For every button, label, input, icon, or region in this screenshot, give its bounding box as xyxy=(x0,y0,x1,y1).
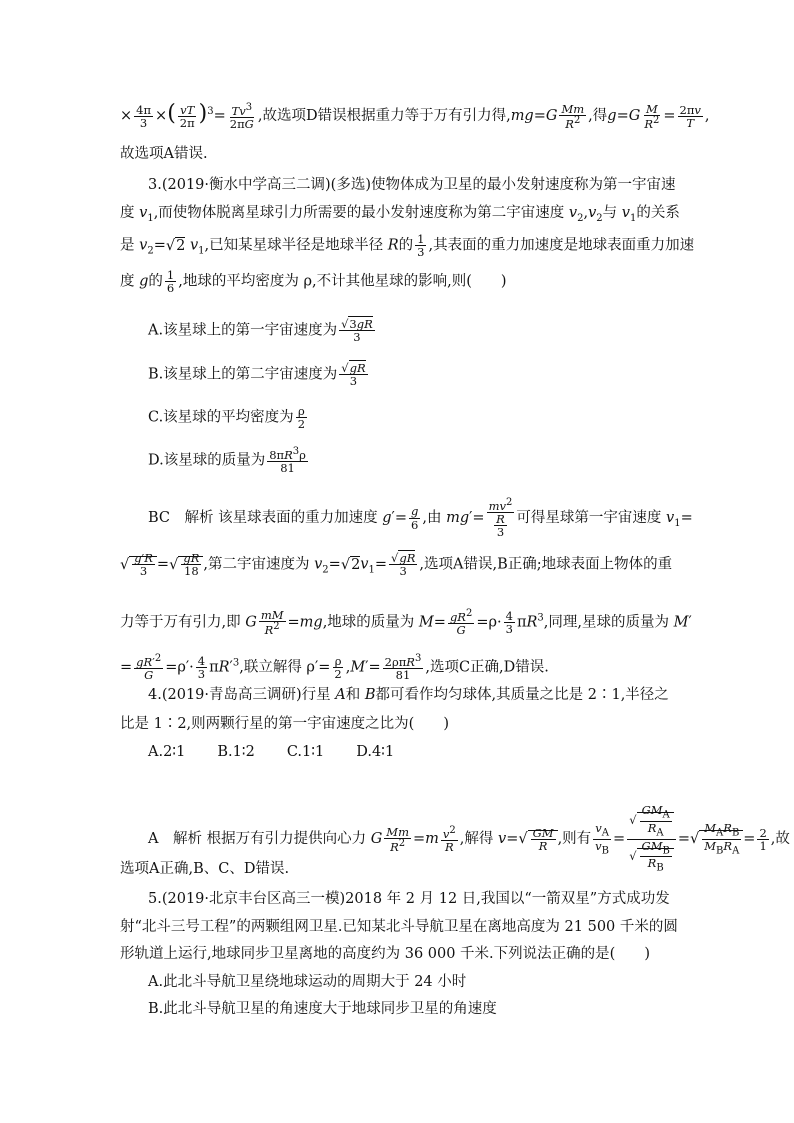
question-3-line-4: 度 g的 $\frac{1}{6}$ ,地球的平均密度为 ρ,不计其他星球的影响,则( ) xyxy=(120,268,507,296)
option-3b: B.该星球上的第二宇宙速度为 √ $\frac{gR}{3}$ xyxy=(148,362,370,387)
option-4a: A.2∶1 xyxy=(148,744,186,760)
option-3c: C.该星球的平均密度为 $\frac{\rho}{2}$ xyxy=(148,404,306,432)
question-3-line-2: 度 $v_1$,而使物体脱离星球引力所需要的最小发射速度称为第二宇宙速度 $v_2,v_2$与 $v_1$的关系 xyxy=(120,205,680,224)
question-4-line-1: 4.(2019·青岛高三调研)行星 A和 B都可看作均匀球体,其质量之比是 2∶1,半径之 xyxy=(148,687,669,703)
option-4b: B.1∶2 xyxy=(217,744,255,760)
text-line-1 xyxy=(120,103,710,130)
answer-4-line-2: 选项A正确,B、C、D错误. xyxy=(120,861,290,877)
answer-3-line-1: BC 解析 该星球表面的重力加速度 g′= $\frac{g}{6}$ ,由 mg′= $\frac{mv^2}{\frac{R}{3}}$ 可得星球第一宇宙速度 $v_1=$ xyxy=(148,497,693,539)
option-3d: D.该星球的质量为 $\frac{8\pi R^3\rho}{81}$ xyxy=(148,446,306,475)
option-3a: A.该星球上的第一宇宙速度为 √ $\frac{3gR}{3}$ xyxy=(148,318,377,343)
question-3-line-3: 是 $v_2=√$ 2 $v_1$,已知某星球半径是地球半径 R的 $\frac{1}{3}$ ,其表面的重力加速度是地球表面重力加速 xyxy=(120,233,694,258)
option-4c: C.1∶1 xyxy=(286,744,325,760)
answer-3-line-3: 力等于万有引力,即 G $\frac{mM}{R^2}$ =mg,地球的质量为 M= $\frac{gR^2}{G}$ =ρ· $\frac{4}{3}$ $\pi R^3$,同理,星球的质量为 M′ xyxy=(120,608,692,637)
answer-3-line-2: √ $\frac{g'R}{3}$ =√ $\frac{gR}{18}$ ,第二宇宙速度为 $v_2=√$ $2v_1=$ √ $\frac{gR}{3}$ ,选项A错误,B正确;地球表面上物体的重 xyxy=(120,552,672,577)
question-5-line-1: 5.(2019·北京丰台区高三一模)2018 年 2 月 12 日,我国以“一箭双星”方式成功发 xyxy=(148,891,670,907)
option-4d: D.4∶1 xyxy=(356,744,395,760)
text-line-2: 故选项A错误. xyxy=(120,146,208,162)
answer-4-line-1: A 解析 根据万有引力提供向心力 G $\frac{Mm}{R^2}$ =m $\frac{v^2}{R}$ ,解得 v=√ $\frac{GM}{R}$ ,则有 $\frac{v_A}{v_B}$ = √ $\frac{GM_A}{R_A}$ √ $\frac{GM_B}{R_B}$ =√ $\frac{M_AR_B}{M_BR_A}$ = $\frac{2}{1}$ ,故 xyxy=(148,804,790,874)
options-4 xyxy=(148,745,426,760)
question-3-line-1: 3.(2019·衡水中学高三二调)(多选)使物体成为卫星的最小发射速度称为第一宇宙速 xyxy=(148,177,676,193)
question-5-line-3: 形轨道上运行,地球同步卫星离地的高度约为 36 000 千米.下列说法正确的是( ) xyxy=(120,946,650,962)
option-5a: A.此北斗导航卫星绕地球运动的周期大于 24 小时 xyxy=(148,974,467,990)
option-5b: B.此北斗导航卫星的角速度大于地球同步卫星的角速度 xyxy=(148,1001,497,1017)
question-4-line-2: 比是 1∶2,则两颗行星的第一宇宙速度之比为( ) xyxy=(120,716,449,732)
answer-3-line-4: = $\frac{gR'^2}{G}$ =ρ′· $\frac{4}{3}$ $\pi R'^3$,联立解得 ρ′= $\frac{\rho}{2}$ ,M′= $\frac{2\rho\pi R^3}{81}$ ,选项C正确,D错误. xyxy=(120,653,549,682)
formula-continuation: × $\frac{4\pi}{3}$ ×( $\frac{vT}{2\pi}$ )$^3$= $\frac{Tv^3}{2\pi G}$ ,故选项D错误根据重力等于万有引力得,mg=G $\frac{Mm}{R^2}$ ,得g=G $\frac{M}{R^2}$ = $\frac{2\pi v}{T}$ , xyxy=(120,101,710,131)
question-5-line-2: 射“北斗三号工程”的两颗组网卫星.已知某北斗导航卫星在离地高度为 21 500 千米的圆 xyxy=(120,919,678,935)
